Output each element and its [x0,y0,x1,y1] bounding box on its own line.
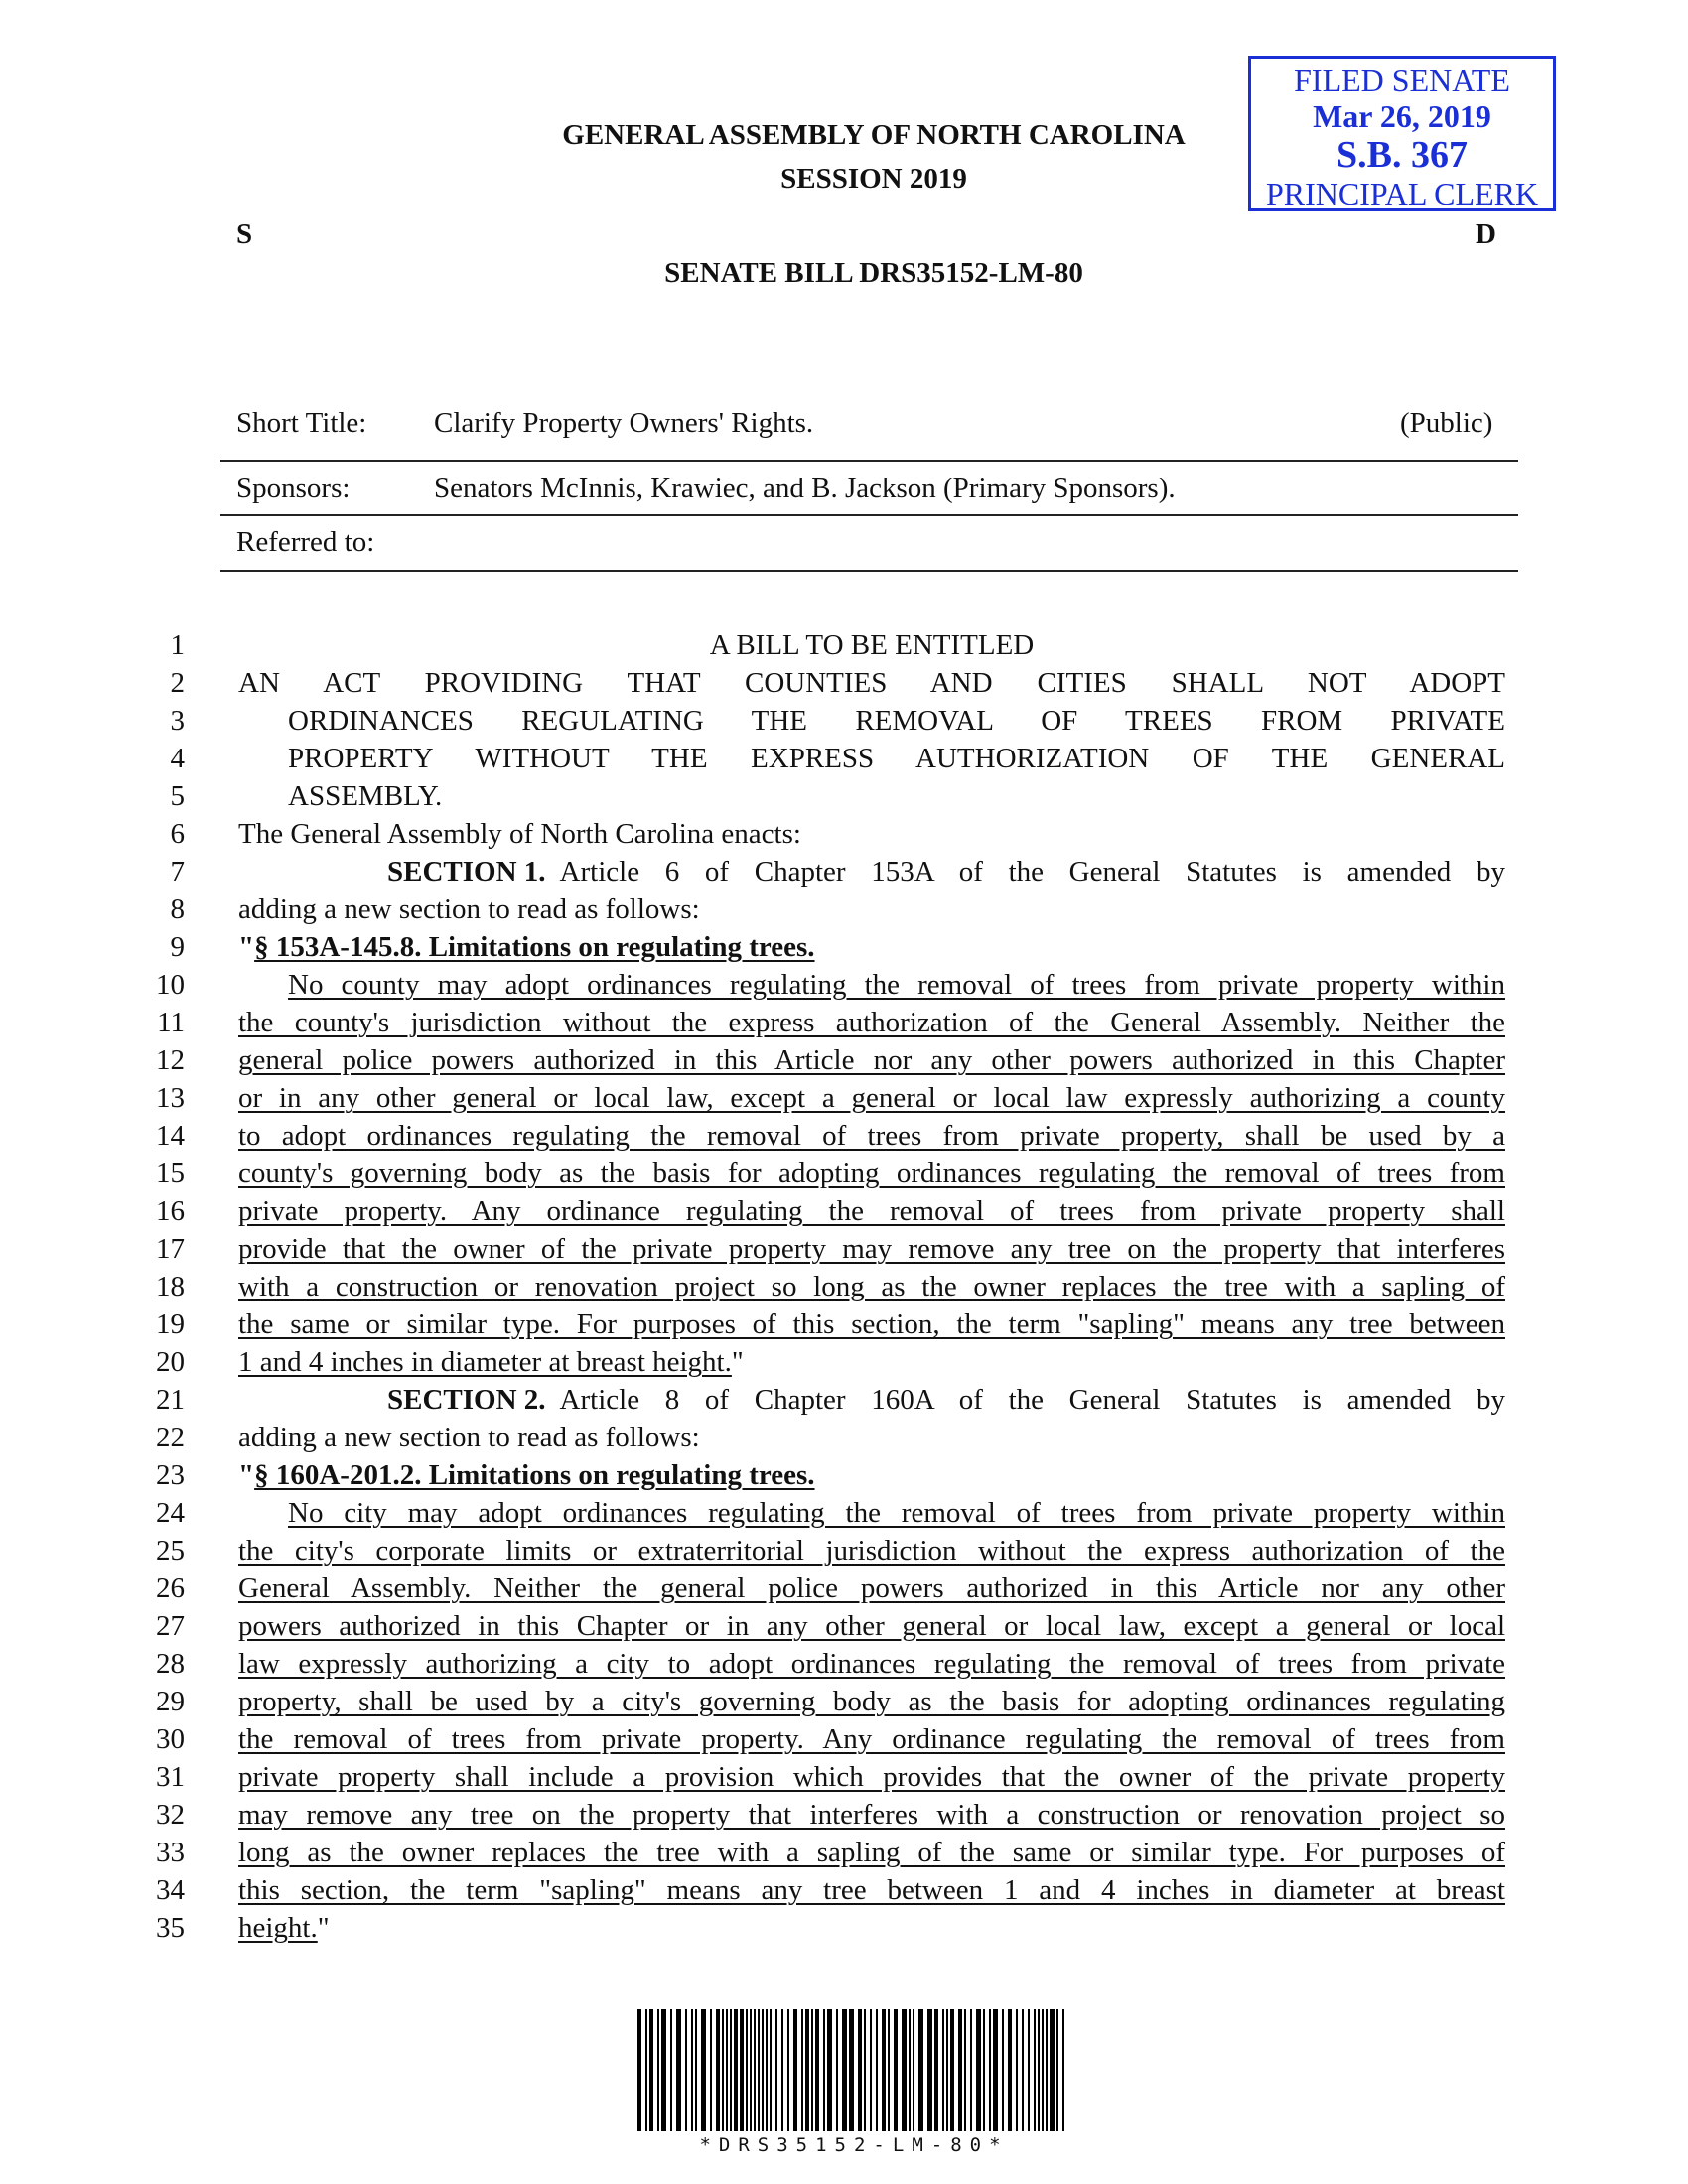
barcode-bar [888,2009,890,2131]
public-label: (Public) [1400,407,1493,439]
line-number: 32 [156,1799,185,1831]
barcode-bar [734,2009,738,2131]
barcode-bar [746,2009,748,2131]
line-number: 5 [170,780,185,812]
short-title-value: Clarify Property Owners' Rights. [434,407,814,439]
inserted-text-line: the removal of trees from private property. Any ordinance regulating the removal of trees from [238,1723,1505,1755]
barcode-bar [637,2009,641,2131]
inserted-text-line: with a construction or renovation project so long as the owner replaces the tree with a sapling of [238,1271,1505,1302]
barcode-bar [805,2009,809,2131]
line-number: 24 [156,1497,185,1529]
barcode-bar [762,2009,764,2131]
line-number: 2 [170,667,185,699]
line-number: 8 [170,893,185,925]
barcode-bar [1038,2009,1040,2131]
inserted-text: height. [238,1912,318,1944]
barcode-bar [758,2009,760,2131]
inserted-text-line: county's governing body as the basis for adopting ordinances regulating the removal of trees from [238,1158,1505,1189]
barcode-bar [657,2009,659,2131]
open-quote: " [238,1459,255,1491]
barcode-bar [970,2009,972,2131]
inserted-text-line: to adopt ordinances regulating the removal of trees from private property, shall be used by a [238,1120,1505,1152]
line-number: 21 [156,1384,185,1416]
barcode-bar [645,2009,647,2131]
open-quote: " [238,931,255,963]
body-line: adding a new section to read as follows: [238,893,700,925]
barcode-bar [876,2009,878,2131]
barcode-bar [1016,2009,1018,2131]
line-number: 34 [156,1874,185,1906]
section-label: SECTION 2. [387,1384,546,1416]
inserted-text-line: No city may adopt ordinances regulating the removal of trees from private property within [288,1497,1505,1529]
barcode-bar [942,2009,944,2131]
line-number: 19 [156,1308,185,1340]
barcode-bar [670,2009,672,2131]
inserted-text-line: the same or similar type. For purposes of this section, the term "sapling" means any tree between [238,1308,1505,1340]
line-number: 28 [156,1648,185,1680]
draft-letter: D [1476,218,1496,250]
line-number: 18 [156,1271,185,1302]
barcode-bar [691,2009,693,2131]
barcode-bar [849,2009,854,2131]
inserted-text-line: provide that the owner of the private property may remove any tree on the property that interferes [238,1233,1505,1265]
meta-divider [220,570,1518,572]
line-number: 20 [156,1346,185,1378]
bill-entitled: A BILL TO BE ENTITLED [709,629,1035,661]
line-number: 26 [156,1572,185,1604]
act-title-line: ORDINANCES REGULATING THE REMOVAL OF TREES FROM PRIVATE [288,705,1505,737]
barcode-bar [1034,2009,1036,2131]
sponsors-label: Sponsors: [236,473,351,504]
line-number: 31 [156,1761,185,1793]
barcode-bar [1002,2009,1004,2131]
barcode-bar [827,2009,832,2131]
line-number: 13 [156,1082,185,1114]
line-number: 14 [156,1120,185,1152]
inserted-text-line: the county's jurisdiction without the express authorization of the General Assembly. Neither the [238,1007,1505,1038]
barcode-bar [864,2009,866,2131]
barcode-bar [1046,2009,1048,2131]
line-number: 35 [156,1912,185,1944]
stamp-filed-senate: FILED SENATE [1294,63,1510,98]
barcode-bar [775,2009,777,2131]
bill-title: SENATE BILL DRS35152-LM-80 [664,257,1083,289]
close-quote: " [317,1912,330,1944]
session-heading: SESSION 2019 [780,163,967,195]
barcode-bar [1050,2009,1055,2131]
line-number: 23 [156,1459,185,1491]
barcode-bar [815,2009,819,2131]
section-text: Article 6 of Chapter 153A of the General Statutes is amended by [559,856,1505,887]
close-quote: " [731,1346,744,1378]
line-number: 1 [170,629,185,661]
barcode-bar [927,2009,932,2131]
inserted-text-line [238,1912,330,1945]
section-line [387,1384,1505,1417]
barcode-bar [902,2009,907,2131]
barcode-bar [1056,2009,1058,2131]
barcode-bar [1062,2009,1064,2131]
statute-heading: § 153A-145.8. Limitations on regulating trees. [254,931,815,963]
barcode-bar [716,2009,720,2131]
inserted-text-line: may remove any tree on the property that interferes with a construction or renovation project so [238,1799,1505,1831]
barcode-bar [787,2009,789,2131]
inserted-text-line [238,1346,744,1379]
section-line [387,856,1505,888]
section-text: Article 8 of Chapter 160A of the General Statutes is amended by [559,1384,1505,1416]
line-number: 4 [170,743,185,774]
barcode-bar [934,2009,938,2131]
barcode-bar [983,2009,985,2131]
inserted-text-line: law expressly authorizing a city to adopt ordinances regulating the removal of trees from private [238,1648,1505,1680]
barcode-bar [730,2009,732,2131]
inserted-text-line: the city's corporate limits or extraterritorial jurisdiction without the express authorization of the [238,1535,1505,1567]
line-number: 27 [156,1610,185,1642]
barcode-bar [958,2009,962,2131]
barcode-bar [1042,2009,1044,2131]
line-number: 6 [170,818,185,850]
barcode-bar [1008,2009,1012,2131]
line-number: 16 [156,1195,185,1227]
act-title-line: ASSEMBLY. [288,780,443,812]
barcode-bar [754,2009,756,2131]
act-title-line: AN ACT PROVIDING THAT COUNTIES AND CITIES SHALL NOT ADOPT [238,667,1505,699]
barcode-bar [1028,2009,1030,2131]
barcode-bar [882,2009,886,2131]
barcode-bar [710,2009,712,2131]
barcode-text: *DRS35152-LM-80* [699,2134,1009,2156]
inserted-text-line: general police powers authorized in this Article nor any other powers authorized in this Chapter [238,1044,1505,1076]
barcode-bar [801,2009,803,2131]
line-number: 33 [156,1837,185,1868]
barcode-bar [894,2009,898,2131]
line-number: 17 [156,1233,185,1265]
inserted-text-line: No county may adopt ordinances regulating the removal of trees from private property within [288,969,1505,1001]
barcode-bar [870,2009,872,2131]
barcode-bar [964,2009,966,2131]
line-number: 30 [156,1723,185,1755]
line-number: 29 [156,1686,185,1717]
stamp-bill-number: S.B. 367 [1336,134,1468,176]
line-number: 3 [170,705,185,737]
barcode-bar [661,2009,666,2131]
barcode-bar [750,2009,752,2131]
inserted-text: 1 and 4 inches in diameter at breast height. [238,1346,732,1378]
barcode-bar [909,2009,911,2131]
inserted-text-line: long as the owner replaces the tree with a sapling of the same or similar type. For purposes of [238,1837,1505,1868]
barcode-bar [770,2009,772,2131]
sponsors-value: Senators McInnis, Krawiec, and B. Jackson (Primary Sponsors). [434,473,1176,504]
line-number: 7 [170,856,185,887]
line-number: 12 [156,1044,185,1076]
barcode-bar [823,2009,825,2131]
barcode-bar [676,2009,681,2131]
enacting-clause: The General Assembly of North Carolina enacts: [238,818,801,850]
inserted-text-line: this section, the term "sapling" means any tree between 1 and 4 inches in diameter at breast [238,1874,1505,1906]
barcode-bar [740,2009,744,2131]
statute-heading: § 160A-201.2. Limitations on regulating trees. [254,1459,815,1491]
barcode-bar [918,2009,923,2131]
barcode-bar [836,2009,838,2131]
barcode-bar [649,2009,653,2131]
barcode-bar [722,2009,724,2131]
inserted-text-line: powers authorized in this Chapter or in any other general or local law, except a general or local [238,1610,1505,1642]
barcode-bar [811,2009,813,2131]
inserted-text-line: private property. Any ordinance regulating the removal of trees from private property shall [238,1195,1505,1227]
assembly-heading: GENERAL ASSEMBLY OF NORTH CAROLINA [562,119,1186,151]
barcode-bar [946,2009,948,2131]
stamp-principal-clerk: PRINCIPAL CLERK [1265,176,1539,211]
filed-stamp [1248,56,1556,211]
meta-divider [220,460,1518,462]
barcode-bar [858,2009,862,2131]
body-line: adding a new section to read as follows: [238,1422,700,1453]
barcode-bar [989,2009,991,2131]
line-number: 9 [170,931,185,963]
inserted-text-line: General Assembly. Neither the general police powers authorized in this Article nor any other [238,1572,1505,1604]
barcode-bar [685,2009,687,2131]
act-title-line: PROPERTY WITHOUT THE EXPRESS AUTHORIZATION OF THE GENERAL [288,743,1505,774]
chamber-letter: S [236,218,253,250]
line-number: 25 [156,1535,185,1567]
inserted-text-line: property, shall be used by a city's governing body as the basis for adopting ordinances regulating [238,1686,1505,1717]
inserted-text-line: private property shall include a provision which provides that the owner of the private property [238,1761,1505,1793]
barcode-bar [766,2009,768,2131]
barcode-bar [993,2009,998,2131]
stamp-date: Mar 26, 2019 [1313,98,1491,134]
short-title-label: Short Title: [236,407,367,439]
barcode-bar [842,2009,847,2131]
barcode-icon [635,2009,1072,2131]
barcode-bar [950,2009,954,2131]
meta-divider [220,514,1518,516]
barcode-bar [1022,2009,1024,2131]
inserted-text-line: or in any other general or local law, except a general or local law expressly authorizing a county [238,1082,1505,1114]
barcode-bar [913,2009,914,2131]
barcode-bar [701,2009,706,2131]
barcode-bar [793,2009,797,2131]
barcode-bar [726,2009,728,2131]
referred-label: Referred to: [236,526,375,558]
line-number: 15 [156,1158,185,1189]
line-number: 10 [156,969,185,1001]
statute-heading-line [238,1459,815,1492]
line-number: 11 [157,1007,185,1038]
barcode-bar [976,2009,981,2131]
barcode-bar [781,2009,783,2131]
section-label: SECTION 1. [387,856,546,887]
statute-heading-line [238,931,815,964]
barcode-bar [695,2009,697,2131]
line-number: 22 [156,1422,185,1453]
